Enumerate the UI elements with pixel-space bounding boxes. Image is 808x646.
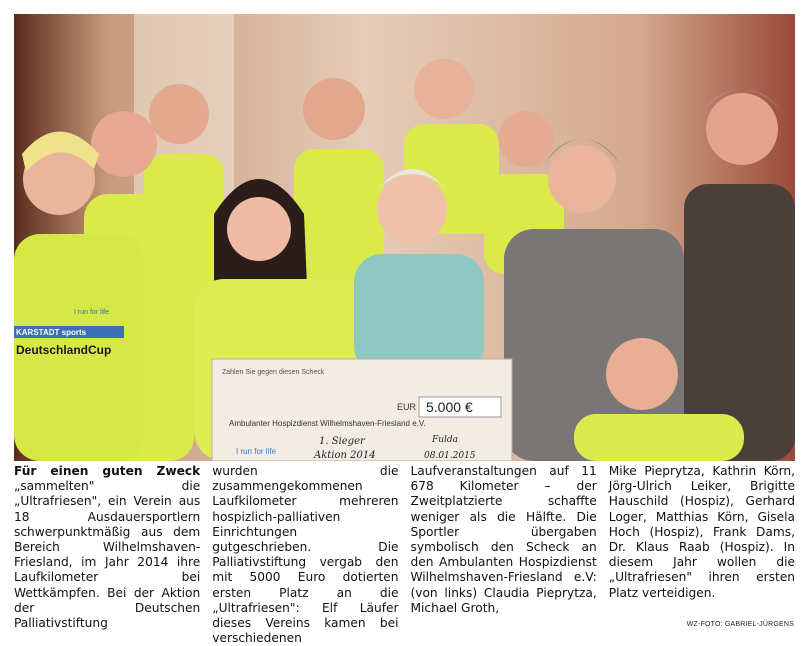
cheque-date: 08.01.2015 (424, 451, 476, 461)
caption-column-4 (609, 464, 795, 634)
photo-credit: WZ-FOTO: GABRIEL-JÜRGENS (686, 621, 794, 628)
cheque-place: Fulda (432, 435, 459, 445)
caption-text-2: wurden die zusammengekommenen Laufkilometer mehreren hospizlich-palliativen Einrichtungen gutgeschrieben. Die Palliativstiftung vergab den mit 5000 Euro dotierten ersten Platz an die „Ultrafriesen": Elf Läufer dieses Vereins kamen bei verschiedenen (212, 464, 399, 646)
photo-caption (14, 464, 795, 646)
cheque-winner: 1. Sieger (319, 436, 365, 447)
shirt-brand: I run for life (74, 309, 110, 316)
group-photo (14, 14, 795, 461)
cheque-logo: I run for life (236, 447, 277, 456)
shirt-cup: DeutschlandCup (16, 343, 112, 357)
caption-text-3: Laufveranstaltungen auf 11 678 Kilometer – der Zweitplatzierte schaffte weniger als die Hälfte. Die Sportler übergaben symbolisch den Scheck an den Ambulanten Hospizdienst Wilhelmshaven-Friesland e.V: (von links) Claudia Pieprytza, Michael Groth, (410, 464, 597, 615)
caption-column-3 (411, 464, 597, 634)
cheque-payee: Ambulanter Hospizdienst Wilhelmshaven-Friesland e.V. (229, 419, 426, 428)
caption-text-4: Mike Pieprytza, Kathrin Körn, Jörg-Ulrich Leiker, Brigitte Hauschild (Hospiz), Gerhard Loger, Matthias Körn, Gisela Hoch (Hospiz), Frank Dams, Dr. Klaus Raab (Hospiz). In diesem Jahr wollen die „Ultrafriesen" ihren ersten Platz verteidigen. (608, 464, 795, 600)
caption-headline: Für einen guten Zweck (14, 464, 201, 478)
cheque-currency: EUR (397, 402, 417, 412)
caption-column-2 (212, 464, 399, 646)
caption-column-1 (14, 464, 200, 634)
cheque-header: Zahlen Sie gegen diesen Scheck (222, 369, 325, 376)
cheque-campaign: Aktion 2014 (314, 450, 376, 461)
shirt-sponsor: KARSTADT sports (16, 328, 87, 337)
cheque-amount: 5.000 € (426, 399, 473, 415)
caption-text-1: „sammelten" die „Ultrafriesen", ein Verein aus 18 Ausdauersportlern schwerpunktmäßig aus dem Bereich Wilhelmshaven-Friesland, im Jahr 2014 ihre Laufkilometer bei Wettkämpfen. Bei der Aktion der Deutschen Palliativstiftung (14, 479, 201, 631)
photo-illustration (14, 14, 795, 461)
cheque (212, 359, 512, 461)
